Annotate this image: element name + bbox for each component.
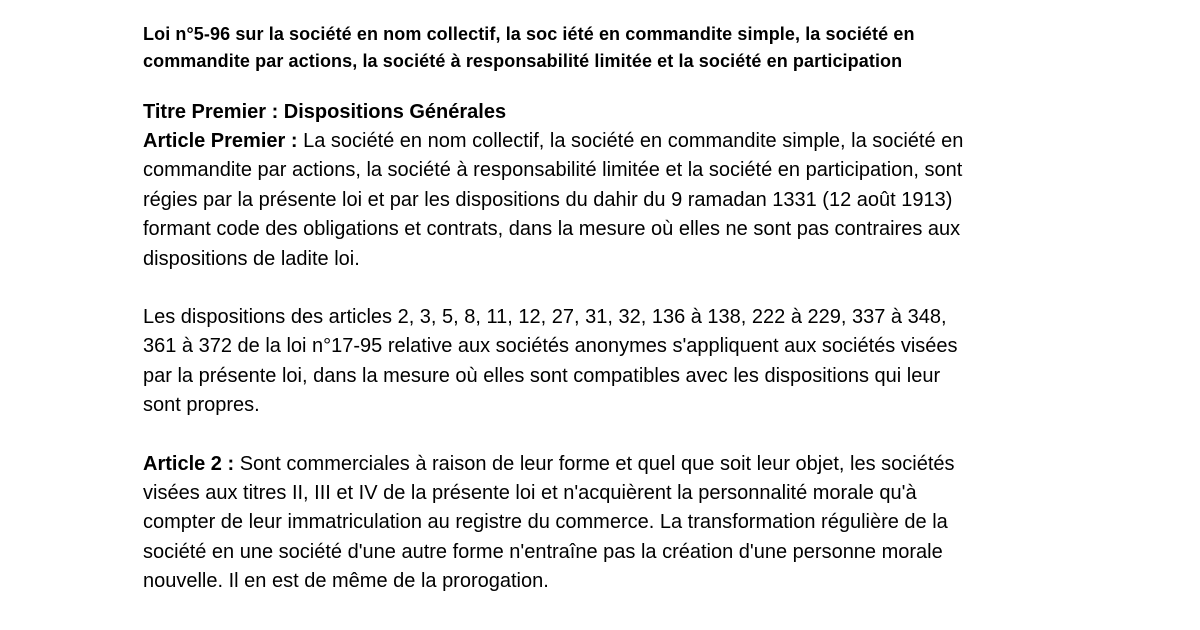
article-2-line-1-text: Sont commerciales à raison de leur forme et quel que soit leur objet, les sociétés	[234, 452, 955, 475]
article-premier-line-3: régies par la présente loi et par les dispositions du dahir du 9 ramadan 1331 (12 août 1913)	[143, 188, 953, 211]
paragraph-2-line-4: sont propres.	[143, 394, 260, 417]
article-2-line-1	[143, 450, 1073, 479]
paragraph-2-line-1: Les dispositions des articles 2, 3, 5, 8, 11, 12, 27, 31, 32, 136 à 138, 222 à 229, 337 à 348,	[143, 306, 947, 329]
title-line-2: commandite par actions, la société à responsabilité limitée et la société en participation	[143, 51, 903, 71]
article-2-line-3: compter de leur immatriculation au registre du commerce. La transformation régulière de la	[143, 511, 948, 534]
article-2-line-4: société en une société d'une autre forme n'entraîne pas la création d'une personne morale	[143, 540, 943, 563]
article-premier-line-1-text: La société en nom collectif, la société en commandite simple, la société en	[297, 130, 964, 152]
document-page	[143, 21, 1073, 597]
article-2-line-5: nouvelle. Il en est de même de la prorogation.	[143, 570, 549, 593]
article-premier-paragraph	[143, 127, 1073, 274]
article-premier-line-4: formant code des obligations et contrats, dans la mesure où elles ne sont pas contraires aux	[143, 218, 961, 241]
paragraph-2-line-3: par la présente loi, dans la mesure où elles sont compatibles avec les dispositions qui leur	[143, 364, 941, 387]
paragraph-spacer	[143, 421, 1073, 450]
article-premier-line-5: dispositions de ladite loi.	[143, 247, 360, 270]
document-title	[143, 21, 1073, 75]
article-2-line-2: visées aux titres II, III et IV de la présente loi et n'acquièrent la personnalité morale qu'à	[143, 482, 917, 505]
section-heading: Titre Premier : Dispositions Générales	[143, 101, 507, 123]
paragraph-spacer	[143, 274, 1073, 303]
article-premier-paragraph-2	[143, 303, 1073, 421]
article-premier-label: Article Premier :	[143, 130, 298, 152]
paragraph-2-line-2: 361 à 372 de la loi n°17-95 relative aux sociétés anonymes s'appliquent aux sociétés visées	[143, 335, 958, 358]
article-premier-line-1	[143, 127, 1073, 156]
title-line-1: Loi n°5-96 sur la société en nom collectif, la soc iété en commandite simple, la société en	[143, 24, 915, 44]
article-2-paragraph	[143, 450, 1073, 597]
article-2-label: Article 2 :	[143, 452, 235, 475]
article-premier-line-2: commandite par actions, la société à responsabilité limitée et la société en participation, sont	[143, 159, 963, 182]
